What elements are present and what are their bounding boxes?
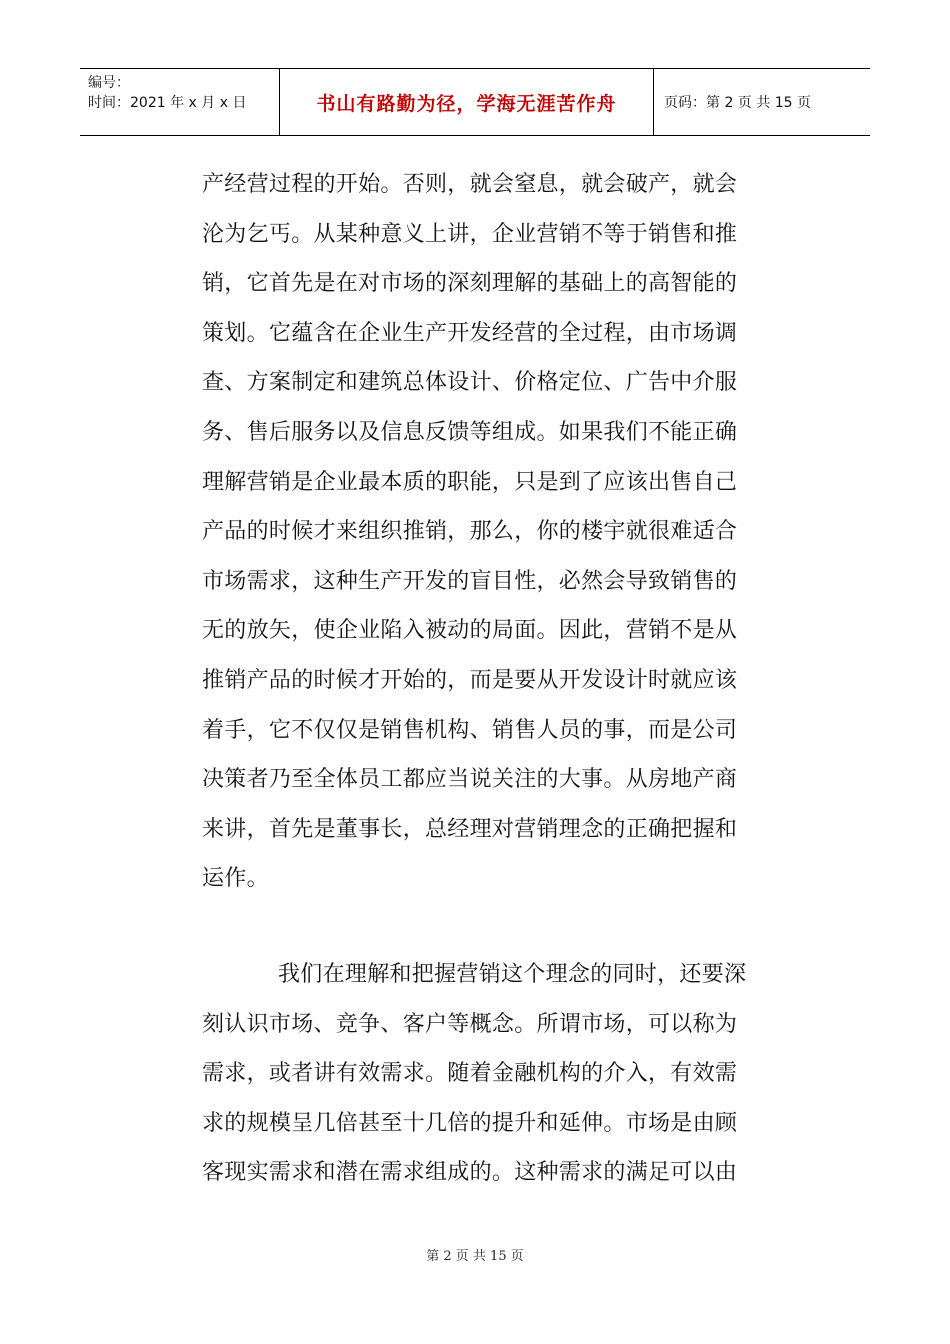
- document-body: [202, 160, 750, 1198]
- text-line: 策划。它蕴含在企业生产开发经营的全过程，由市场调: [202, 320, 738, 346]
- text-line: 查、方案制定和建筑总体设计、价格定位、广告中介服: [202, 370, 738, 396]
- text-line: 产经营过程的开始。否则，就会窒息，就会破产，就会: [202, 172, 738, 197]
- text-line: 销，它首先是在对市场的深刻理解的基础上的高智能的: [202, 271, 738, 297]
- text-line: 来讲，首先是董事长，总经理对营销理念的正确把握和: [202, 816, 738, 842]
- text-line: 着手，它不仅仅是销售机构、销售人员的事，而是公司: [202, 717, 738, 743]
- header-meta: [80, 69, 280, 135]
- text-line: 市场需求，这种生产开发的盲目性，必然会导致销售的: [202, 568, 738, 594]
- page-footer: 第 2 页 共 15 页: [426, 1249, 524, 1264]
- paragraph-gap: [202, 904, 750, 950]
- text-line: 刻认识市场、竞争、客户等概念。所谓市场，可以称为: [202, 1011, 738, 1037]
- header-page-info: 页码：第 2 页 共 15 页: [664, 95, 811, 111]
- text-line: 理解营销是企业最本质的职能，只是到了应该出售自己: [202, 469, 738, 495]
- text-line: 推销产品的时候才开始的，而是要从开发设计时就应该: [202, 667, 738, 693]
- page-header: [80, 68, 870, 136]
- text-line: 运作。: [202, 866, 269, 892]
- text-line: 无的放矢，使企业陷入被动的局面。因此，营销不是从: [202, 618, 738, 644]
- time-label: 时间：2021 年 x 月 x 日: [88, 95, 247, 111]
- text-line: 沦为乞丐。从某种意义上讲，企业营销不等于销售和推: [202, 221, 738, 247]
- text-line: 产品的时候才来组织推销，那么，你的楼宇就很难适合: [202, 519, 738, 545]
- text-line: 务、售后服务以及信息反馈等组成。如果我们不能正确: [202, 419, 738, 445]
- paragraph-2: [202, 950, 750, 1198]
- text-line: 决策者乃至全体员工都应当说关注的大事。从房地产商: [202, 767, 738, 793]
- paragraph-1: [202, 160, 750, 904]
- text-line: 客现实需求和潜在需求组成的。这种需求的满足可以由: [202, 1160, 738, 1186]
- header-motto: 书山有路勤为径，学海无涯苦作舟: [280, 69, 654, 135]
- text-line: 我们在理解和把握营销这个理念的同时，还要深: [278, 961, 747, 987]
- text-line: 需求，或者讲有效需求。随着金融机构的介入，有效需: [202, 1061, 738, 1087]
- number-label: 编号：: [88, 75, 130, 91]
- text-line: 求的规模呈几倍甚至十几倍的提升和延伸。市场是由顾: [202, 1110, 738, 1136]
